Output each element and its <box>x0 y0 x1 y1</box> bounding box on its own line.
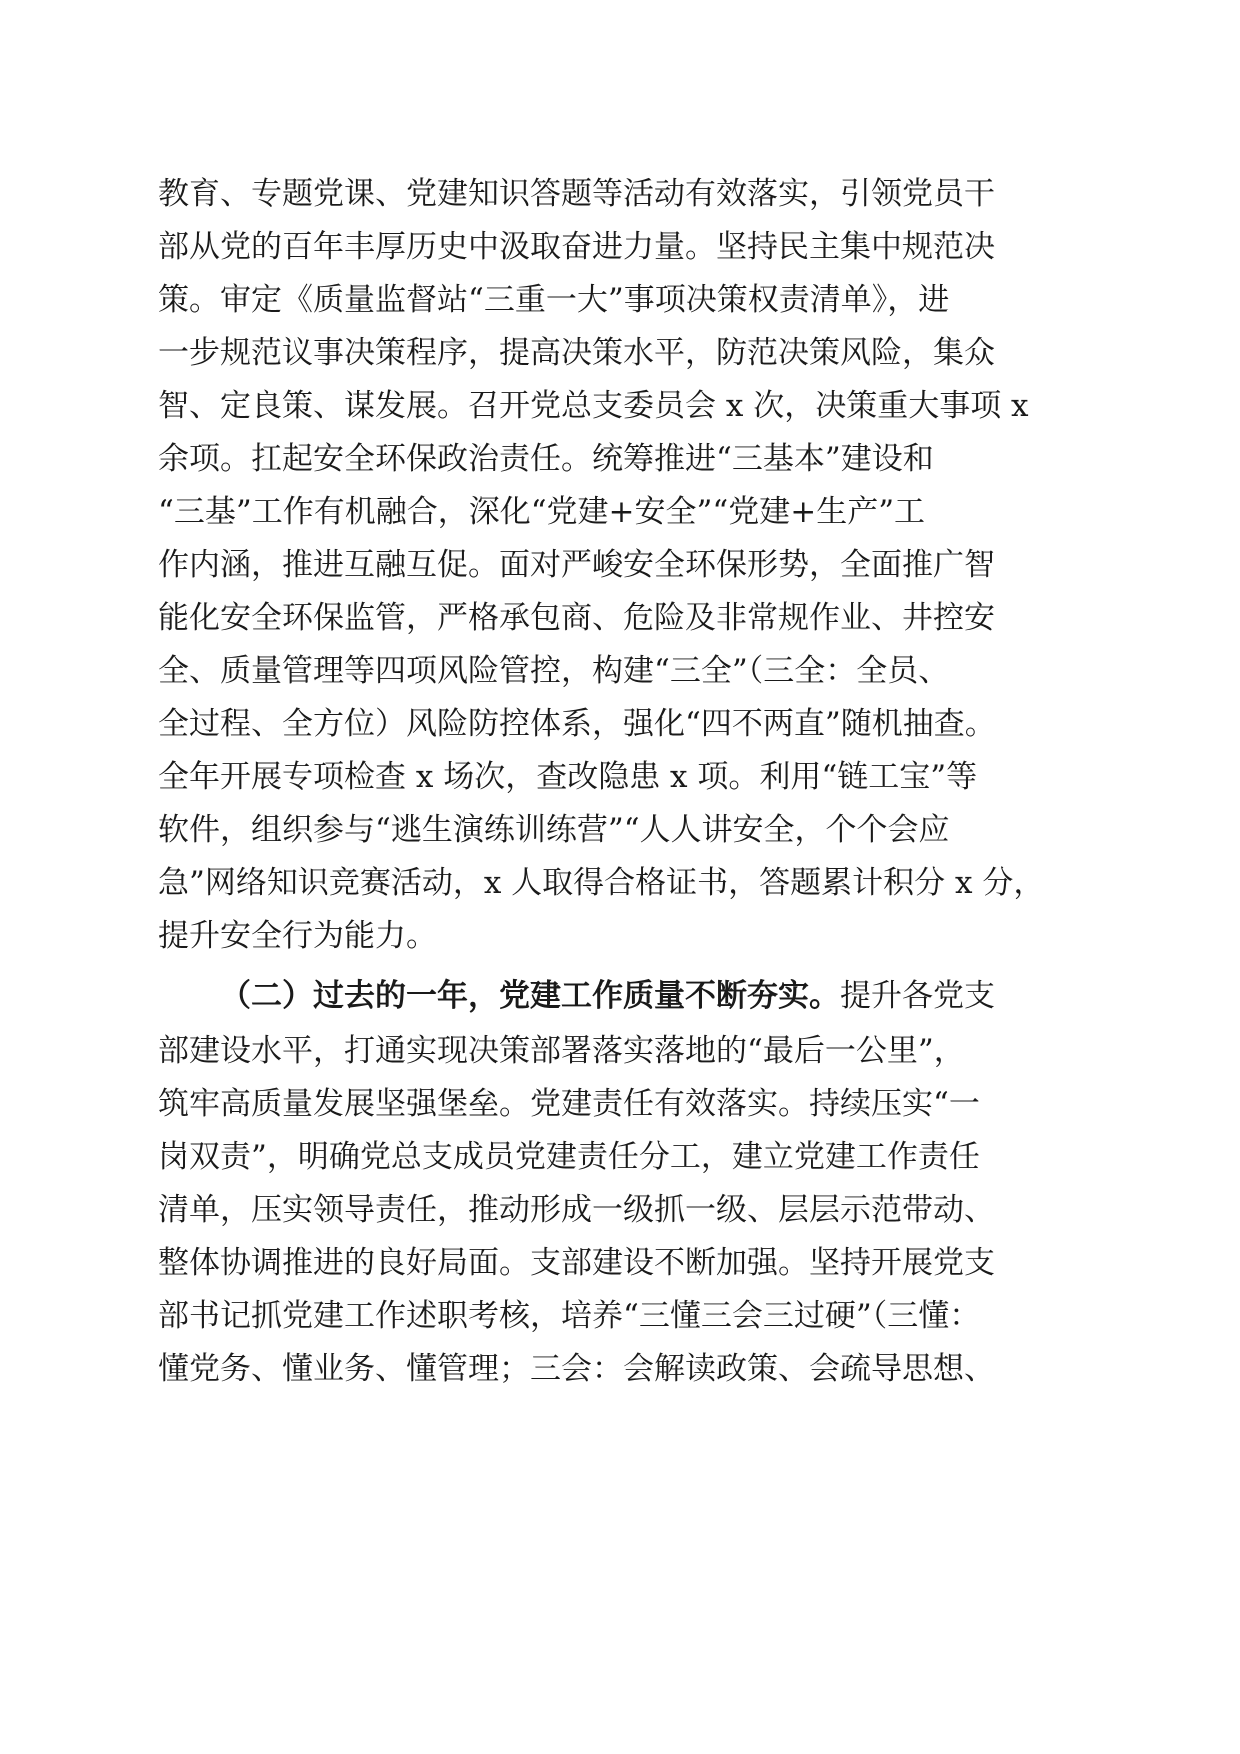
paragraph-line: 余项。扛起安全环保政治责任。统筹推进“三基本”建设和 <box>158 441 934 477</box>
section-heading: （二）过去的一年，党建工作质量不断夯实。 <box>220 978 840 1014</box>
paragraph-line: 急”网络知识竞赛活动，x 人取得合格证书，答题累计积分 x 分， <box>158 865 1045 901</box>
paragraph-line: “三基”工作有机融合，深化“党建+安全”“党建+生产”工 <box>158 494 926 530</box>
paragraph-line: 作内涵，推进互融互促。面对严峻安全环保形势，全面推广智 <box>158 547 995 583</box>
paragraph-line: 全过程、全方位）风险防控体系，强化“四不两直”随机抽查。 <box>158 706 996 742</box>
paragraph-line: 清单，压实领导责任，推动形成一级抓一级、层层示范带动、 <box>158 1192 995 1228</box>
paragraph-line: 筑牢高质量发展坚强堡垒。党建责任有效落实。持续压实“一 <box>158 1086 980 1122</box>
paragraph-line: 智、定良策、谋发展。召开党总支委员会 x 次，决策重大事项 x <box>158 388 1029 424</box>
paragraph-line: 岗双责”，明确党总支成员党建责任分工，建立党建工作责任 <box>158 1139 980 1175</box>
paragraph-line: 整体协调推进的良好局面。支部建设不断加强。坚持开展党支 <box>158 1245 995 1281</box>
paragraph-line: 策。审定《质量监督站“三重一大”事项决策权责清单》，进 <box>158 282 950 318</box>
paragraph-line: 教育、专题党课、党建知识答题等活动有效落实，引领党员干 <box>158 176 995 212</box>
paragraph-line: 提升安全行为能力。 <box>158 918 437 954</box>
section-heading-line <box>220 976 995 1016</box>
paragraph-line: 全、质量管理等四项风险管控，构建“三全”（三全：全员、 <box>158 653 950 689</box>
paragraph-line: 全年开展专项检查 x 场次，查改隐患 x 项。利用“链工宝”等 <box>158 759 978 795</box>
paragraph-line: 部书记抓党建工作述职考核，培养“三懂三会三过硬”（三懂： <box>158 1298 981 1334</box>
paragraph-line: 懂党务、懂业务、懂管理；三会：会解读政策、会疏导思想、 <box>158 1351 995 1387</box>
paragraph-line: 部建设水平，打通实现决策部署落实落地的“最后一公里”， <box>158 1033 965 1069</box>
paragraph-line: 软件，组织参与“逃生演练训练营”“人人讲安全，个个会应 <box>158 812 950 848</box>
paragraph-line: 一步规范议事决策程序，提高决策水平，防范决策风险，集众 <box>158 335 995 371</box>
paragraph-line: 能化安全环保监管，严格承包商、危险及非常规作业、井控安 <box>158 600 995 636</box>
paragraph-line: 部从党的百年丰厚历史中汲取奋进力量。坚持民主集中规范决 <box>158 229 995 265</box>
section-heading-continuation: 提升各党支 <box>840 978 995 1014</box>
